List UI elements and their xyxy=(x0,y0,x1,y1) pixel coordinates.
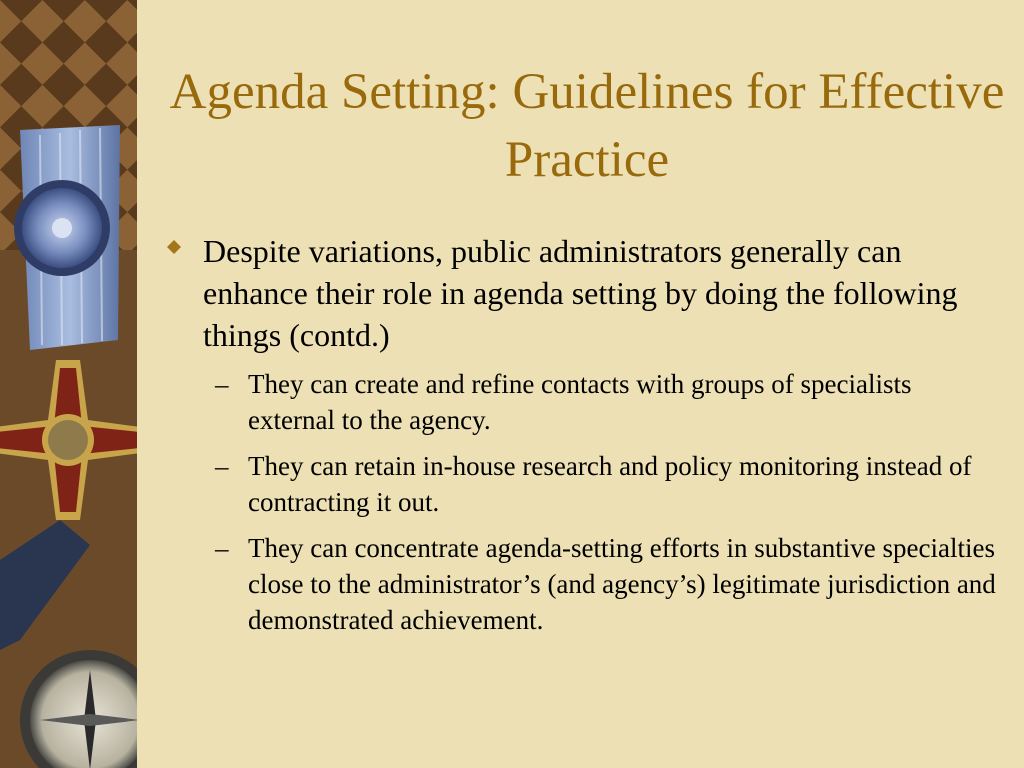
sub-bullet-list xyxy=(165,366,1000,638)
sub-bullet-text: They can concentrate agenda-setting efforts in substantive specialties close to the administrator’s (and agency’s) legitimate jurisdiction and demonstrated achievement. xyxy=(248,533,996,635)
sub-bullet-item xyxy=(215,448,1000,520)
dash-marker: – xyxy=(215,369,229,399)
sub-bullet-text: They can create and refine contacts with groups of specialists external to the agency. xyxy=(248,369,912,435)
sub-bullet-text: They can retain in-house research and policy monitoring instead of contracting it out. xyxy=(248,451,972,517)
main-bullet-text: Despite variations, public administrators generally can enhance their role in agenda setting by doing the following things (contd.) xyxy=(203,233,958,353)
main-bullet xyxy=(165,230,1000,356)
dash-marker: – xyxy=(215,533,229,563)
sub-bullet-item xyxy=(215,366,1000,438)
sub-bullet-item xyxy=(215,530,1000,638)
slide-body xyxy=(165,230,1000,648)
diamond-bullet-icon xyxy=(167,240,181,254)
dash-marker: – xyxy=(215,451,229,481)
slide-title: Agenda Setting: Guidelines for Effective Practice xyxy=(169,64,1005,188)
medal-decorative-image xyxy=(0,0,137,768)
